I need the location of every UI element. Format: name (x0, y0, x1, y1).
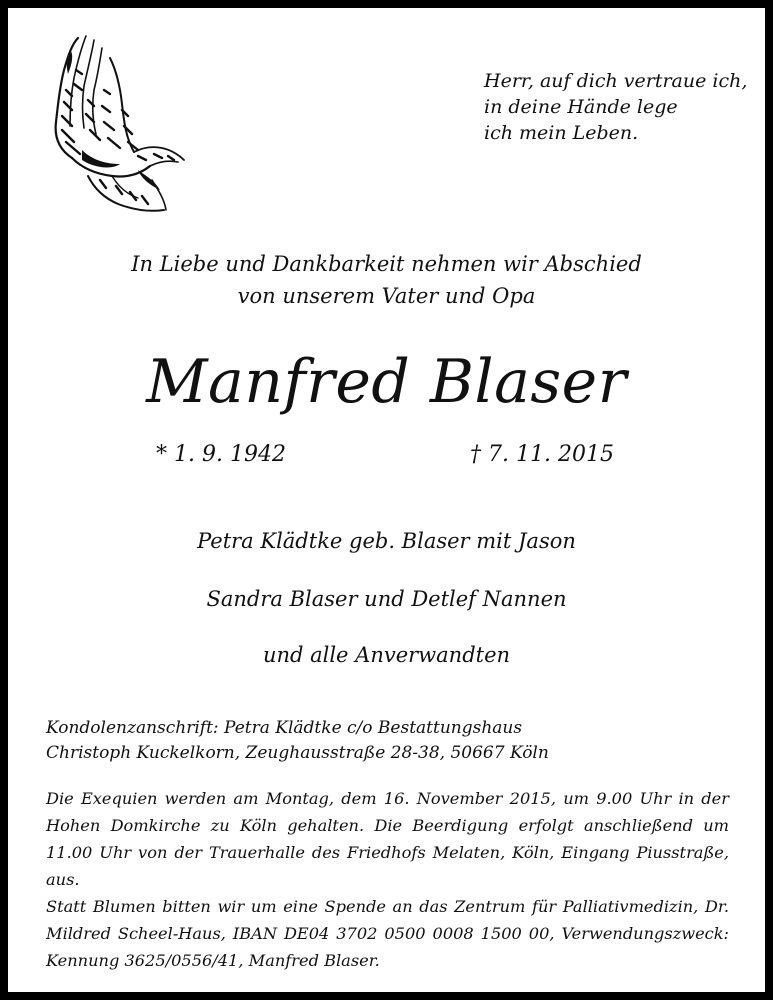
praying-hands-icon (42, 30, 190, 215)
address-line: Christoph Kuckelkorn, Zeughausstraße 28-38, 50667 Köln (46, 743, 549, 763)
motto-verse (484, 68, 754, 146)
birth-date: * 1. 9. 1942 (156, 442, 286, 467)
funeral-details: Die Exequien werden am Montag, dem 16. November 2015, um 9.00 Uhr in der Hohen Domkirche zu Köln gehalten. Die Beerdigung erfolgt anschließend um 11.00 Uhr von der Trauerhalle des Friedhofs Melaten, Köln, Eingang Piusstraße, aus. (46, 789, 729, 889)
donation-request: Statt Blumen bitten wir um eine Spende an das Zentrum für Palliativmedizin, Dr. Mildred Scheel-Haus, IBAN DE04 3702 0500 0008 1500 00, Verwendungszweck: Kennung 3625/0556/41, Manfred Blaser. (46, 897, 729, 970)
address-line: Kondolenzanschrift: Petra Klädtke c/o Bestattungshaus (46, 718, 523, 738)
deceased-name: Manfred Blaser (146, 347, 627, 417)
death-date: † 7. 11. 2015 (470, 442, 614, 467)
motto-line: in deine Hände lege (484, 96, 678, 118)
farewell-intro (8, 248, 765, 312)
intro-line: In Liebe und Dankbarkeit nehmen wir Abschied (131, 252, 642, 276)
motto-line: Herr, auf dich vertraue ich, (484, 70, 748, 92)
condolence-address (46, 716, 746, 766)
mourner-line: Sandra Blaser und Detlef Nannen (206, 587, 567, 611)
mourner-line: Petra Klädtke geb. Blaser mit Jason (197, 529, 576, 553)
motto-line: ich mein Leben. (484, 122, 639, 144)
mourner-line: und alle Anverwandten (262, 643, 511, 667)
intro-line: von unserem Vater und Opa (237, 284, 536, 308)
funeral-notice (46, 785, 729, 974)
